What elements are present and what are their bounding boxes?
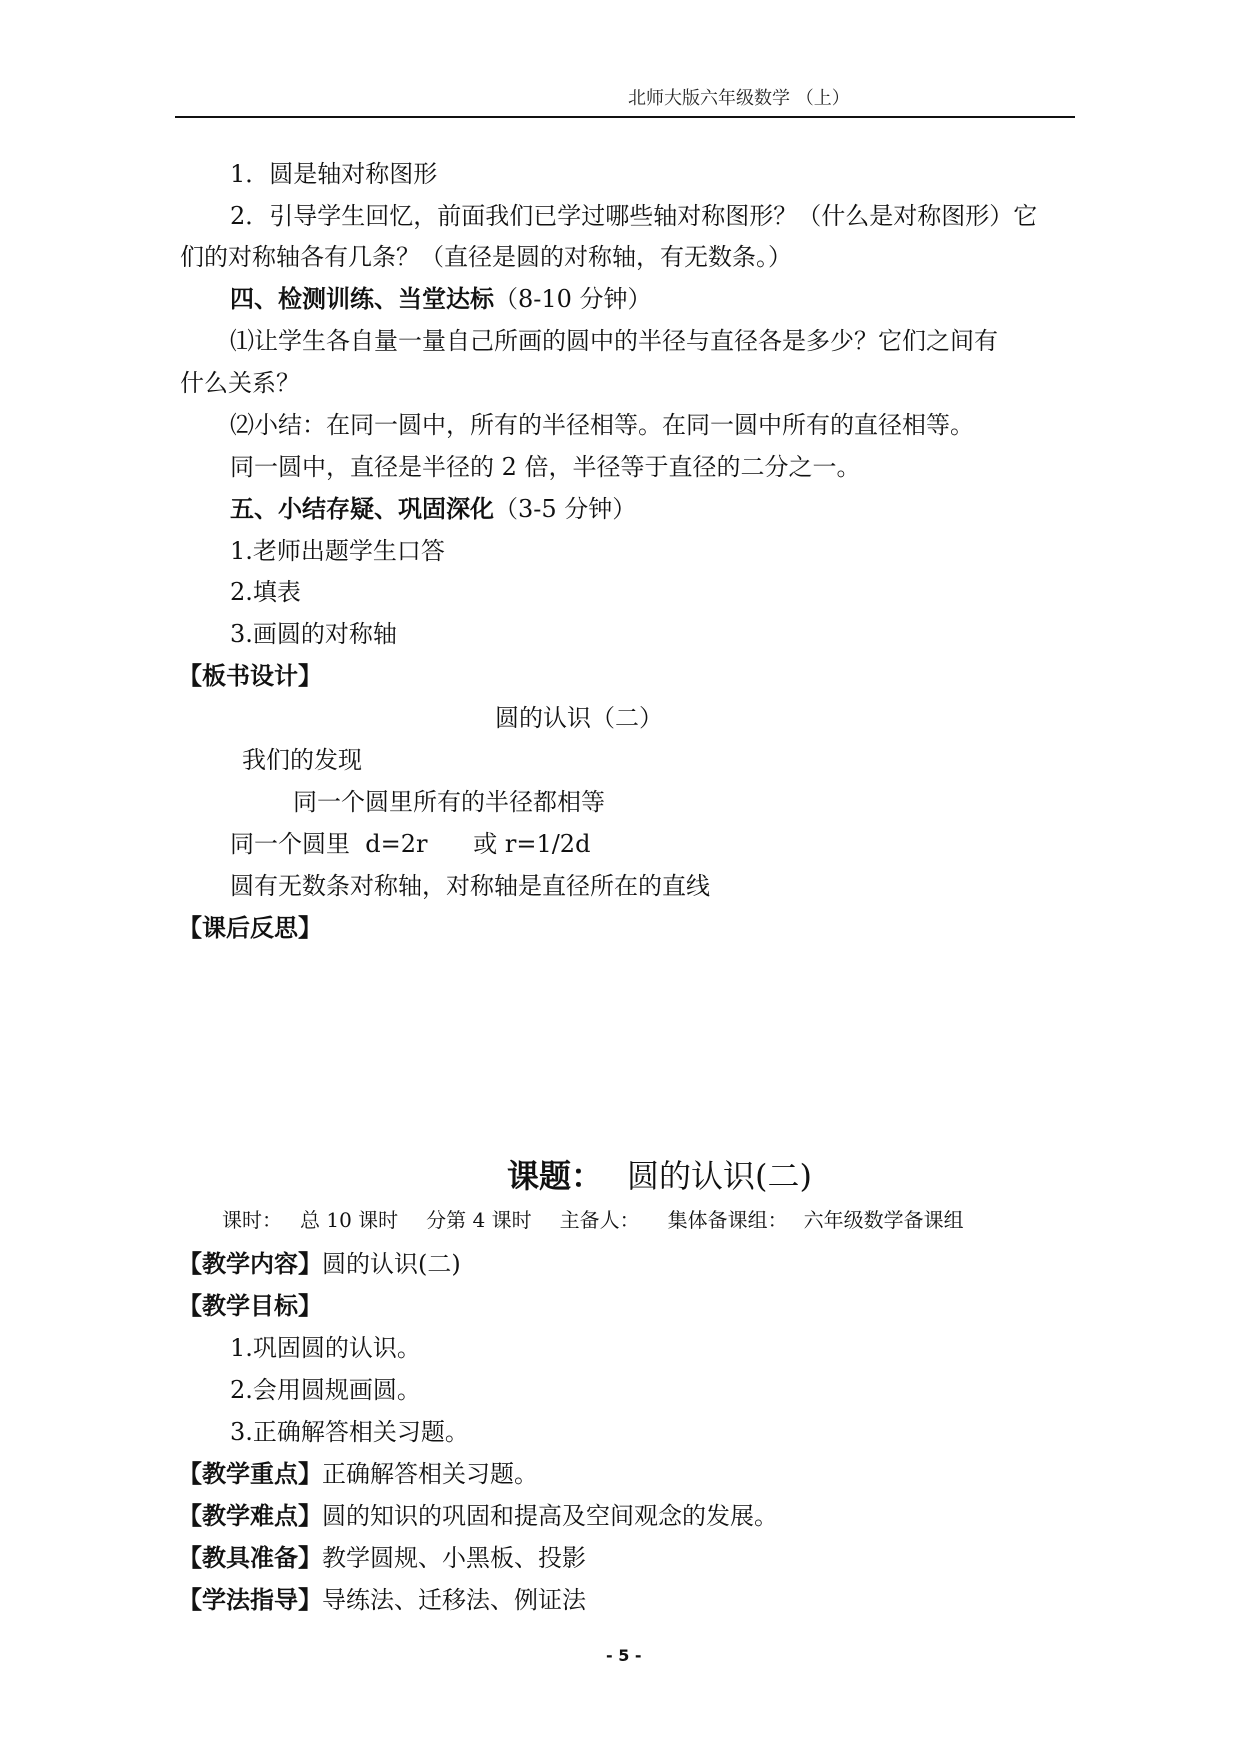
field-label: 【学法指导】 bbox=[178, 1586, 322, 1614]
lesson-content bbox=[178, 1252, 461, 1276]
paragraph: ⑵小结：在同一圆中，所有的半径相等。在同一圆中所有的直径相等。 bbox=[230, 411, 974, 439]
section-heading-text: 五、小结存疑、巩固深化 bbox=[230, 495, 494, 523]
page-number: - 5 - bbox=[606, 1646, 642, 1665]
paragraph: 们的对称轴各有几条？（直径是圆的对称轴，有无数条。） bbox=[180, 243, 792, 271]
page-header: 北师大版六年级数学 （上） bbox=[628, 88, 850, 109]
meta-period: 课时： bbox=[222, 1208, 282, 1232]
section-heading-time: （8-10 分钟） bbox=[494, 285, 652, 313]
lesson-method bbox=[178, 1588, 586, 1612]
meta-group: 六年级数学备课组 bbox=[803, 1208, 964, 1232]
lesson-title-text: 圆的认识(二) bbox=[627, 1157, 812, 1195]
field-value: 圆的认识(二) bbox=[322, 1250, 461, 1278]
lesson-key bbox=[178, 1462, 538, 1486]
section-heading-text: 四、检测训练、当堂达标 bbox=[230, 285, 494, 313]
list-item: 2.填表 bbox=[230, 578, 301, 606]
meta-preparer: 主备人： bbox=[559, 1208, 640, 1232]
list-item: 3.画圆的对称轴 bbox=[230, 620, 397, 648]
lesson-title bbox=[507, 1157, 812, 1195]
goal-item: 2.会用圆规画圆。 bbox=[230, 1376, 421, 1404]
goal-item: 1.巩固圆的认识。 bbox=[230, 1334, 421, 1362]
list-item: 1.老师出题学生口答 bbox=[230, 537, 445, 565]
board-line: 圆有无数条对称轴，对称轴是直径所在的直线 bbox=[230, 872, 710, 900]
board-line: 同一个圆里 d=2r 或 r=1/2d bbox=[230, 830, 591, 858]
reflection-heading: 【课后反思】 bbox=[178, 914, 322, 942]
field-value: 圆的知识的巩固和提高及空间观念的发展。 bbox=[322, 1502, 778, 1530]
lesson-difficult bbox=[178, 1504, 778, 1528]
board-line: 我们的发现 bbox=[242, 746, 362, 774]
paragraph: 同一圆中，直径是半径的 2 倍，半径等于直径的二分之一。 bbox=[230, 453, 861, 481]
meta-total: 总 10 课时 bbox=[300, 1208, 399, 1232]
meta-part: 分第 4 课时 bbox=[426, 1208, 532, 1232]
field-value: 正确解答相关习题。 bbox=[322, 1460, 538, 1488]
board-line: 同一个圆里所有的半径都相等 bbox=[293, 788, 605, 816]
header-rule bbox=[175, 116, 1075, 118]
board-title: 圆的认识（二） bbox=[495, 704, 663, 732]
field-label: 【教学难点】 bbox=[178, 1502, 322, 1530]
meta-group-label: 集体备课组： bbox=[667, 1208, 788, 1232]
section-heading bbox=[230, 497, 636, 521]
paragraph: 1．圆是轴对称图形 bbox=[230, 160, 438, 188]
section-heading bbox=[230, 287, 652, 311]
paragraph: 2．引导学生回忆，前面我们已学过哪些轴对称图形？（什么是对称图形）它 bbox=[230, 202, 1038, 230]
lesson-meta bbox=[222, 1210, 964, 1230]
section-heading-time: （3-5 分钟） bbox=[494, 495, 637, 523]
field-value: 导练法、迁移法、例证法 bbox=[322, 1586, 586, 1614]
field-label: 【教具准备】 bbox=[178, 1544, 322, 1572]
field-label: 【教学重点】 bbox=[178, 1460, 322, 1488]
field-value: 教学圆规、小黑板、投影 bbox=[322, 1544, 586, 1572]
paragraph: 什么关系？ bbox=[180, 369, 300, 397]
lesson-goals-label: 【教学目标】 bbox=[178, 1292, 322, 1320]
paragraph: ⑴让学生各自量一量自己所画的圆中的半径与直径各是多少？它们之间有 bbox=[230, 327, 998, 355]
board-heading: 【板书设计】 bbox=[178, 662, 322, 690]
goal-item: 3.正确解答相关习题。 bbox=[230, 1418, 469, 1446]
lesson-tools bbox=[178, 1546, 586, 1570]
field-label: 【教学内容】 bbox=[178, 1250, 322, 1278]
lesson-title-label: 课题： bbox=[507, 1157, 604, 1195]
